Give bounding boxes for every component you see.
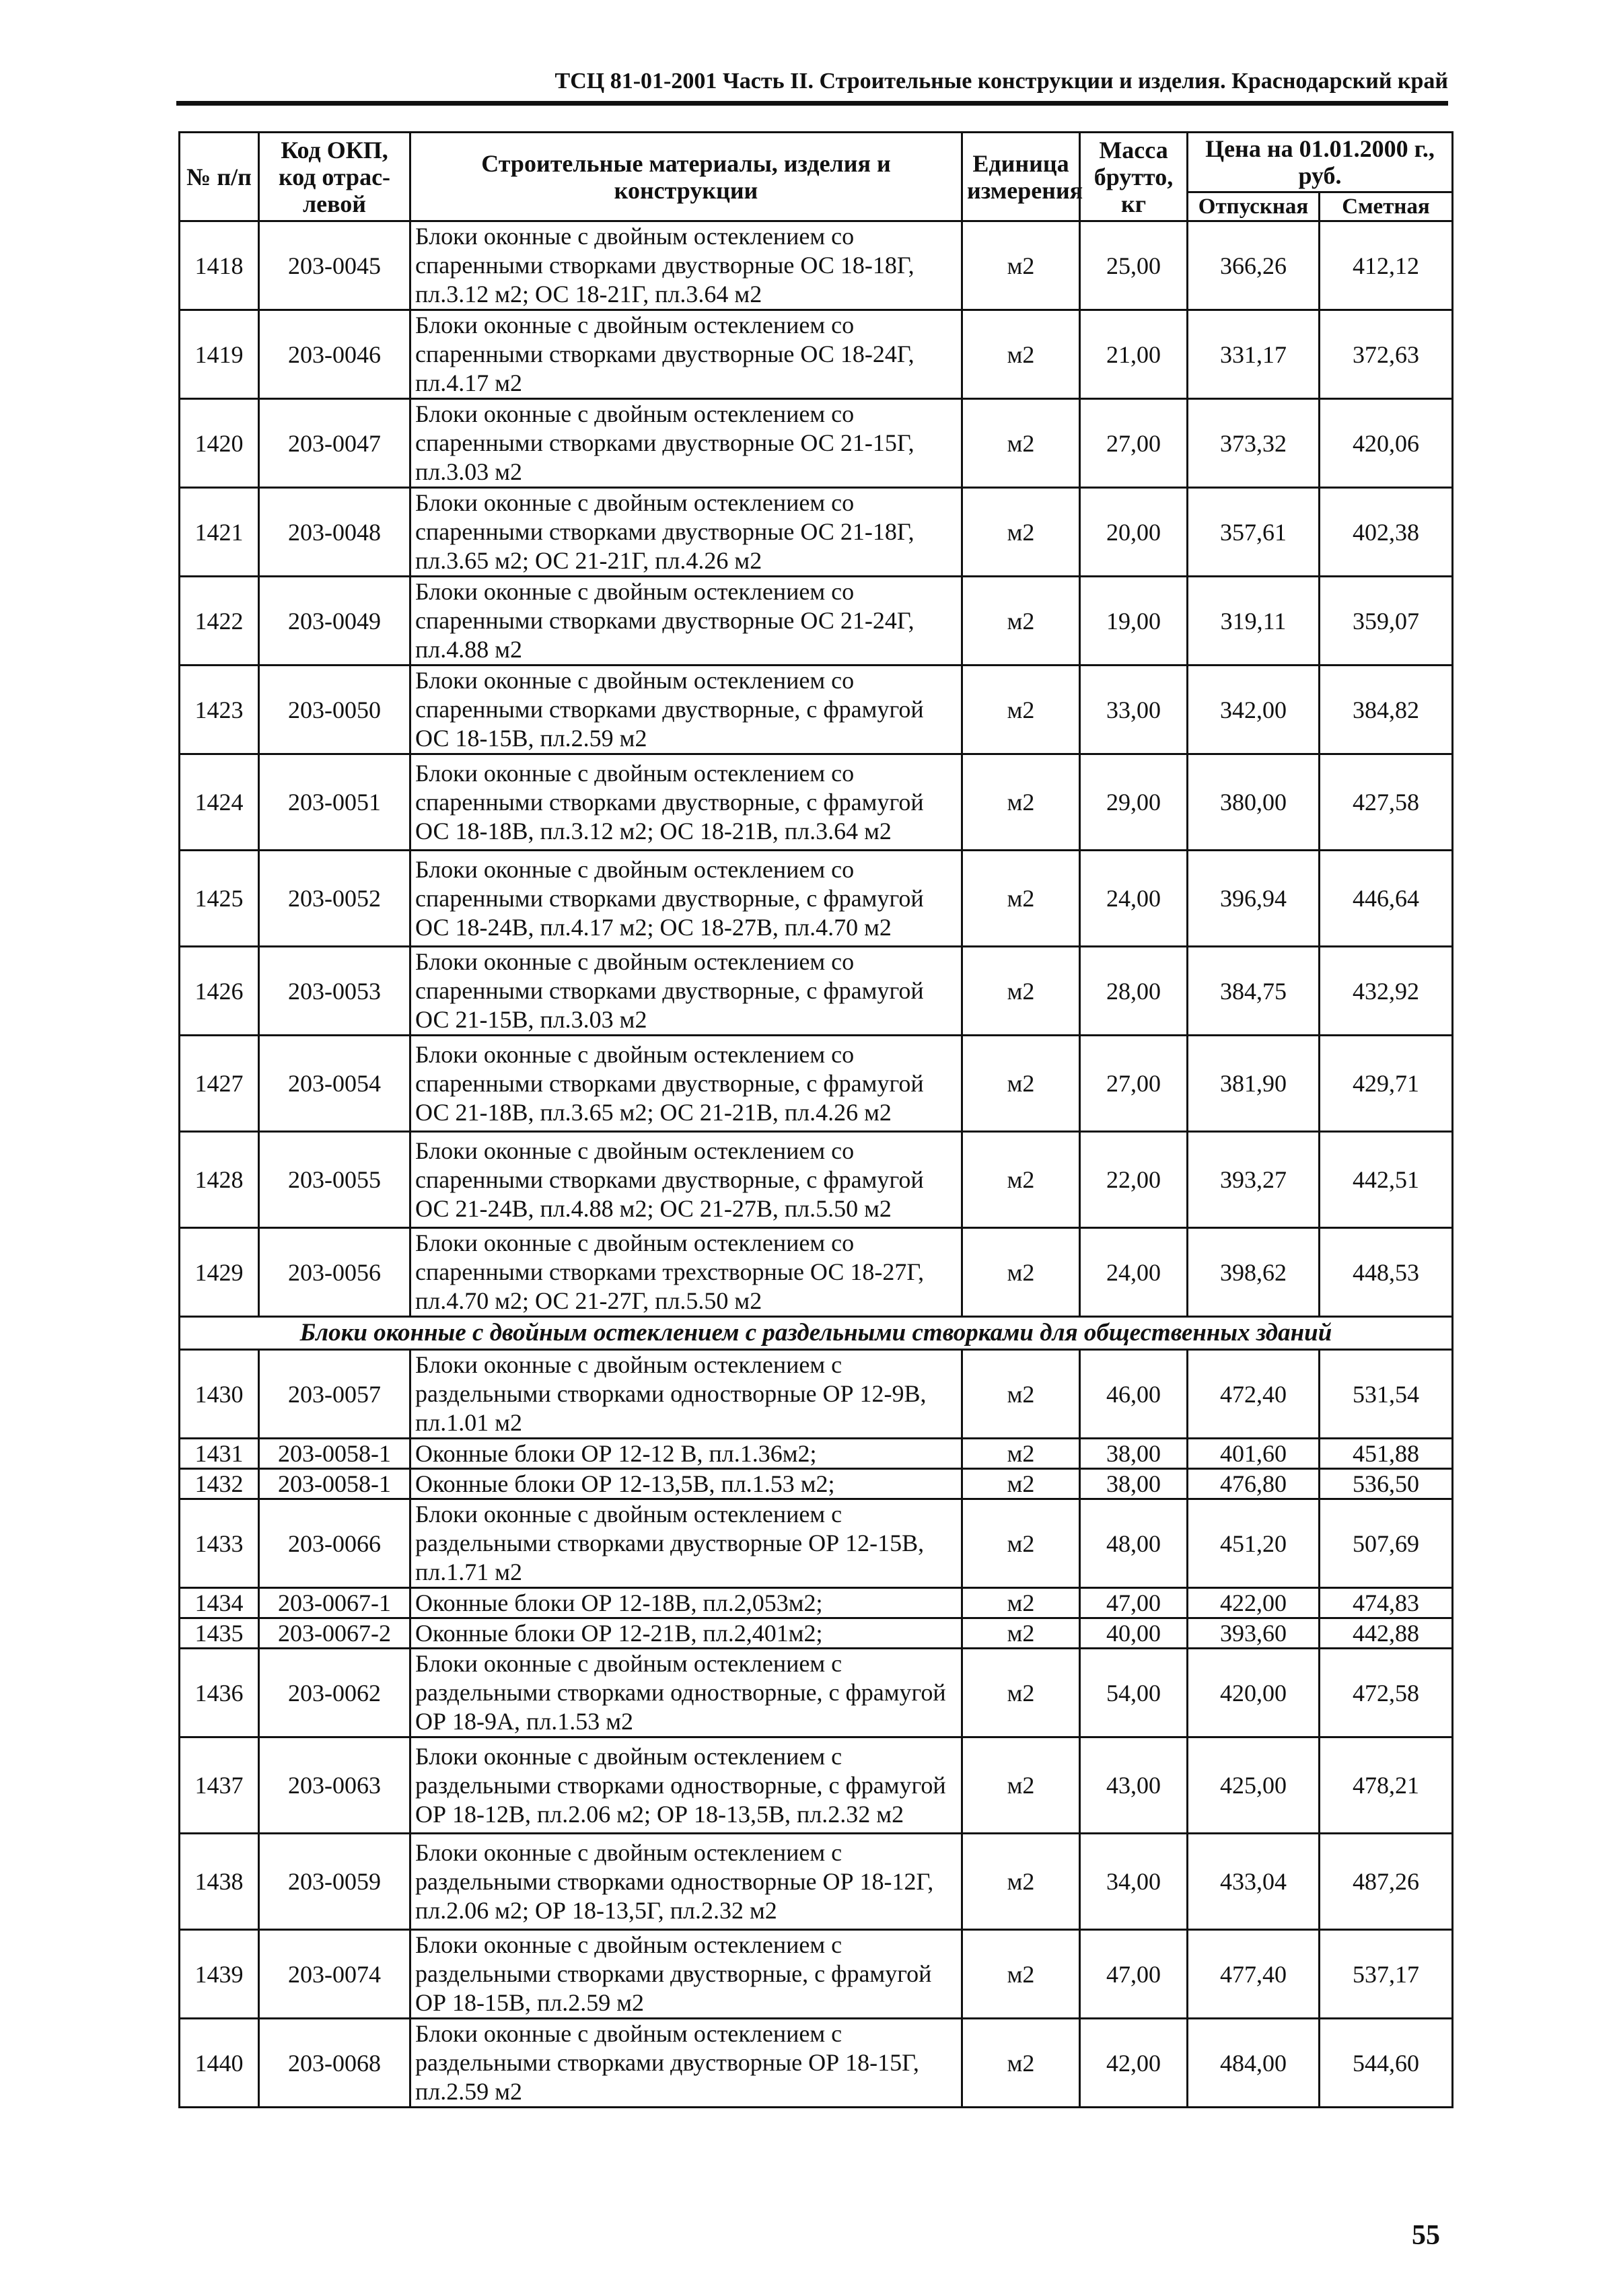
col-header-price-release: Отпускная [1188,192,1320,221]
cell-code: 203-0055 [259,1132,410,1228]
cell-desc: Блоки оконные с двойным остеклением с раздельными створками двустворные ОР 18-15Г, пл.2.59 м2 [410,2019,962,2108]
cell-code: 203-0074 [259,1930,410,2019]
table-row [180,1350,1453,1439]
table-row [180,1649,1453,1737]
cell-price-estimate: 487,26 [1320,1834,1453,1930]
cell-code: 203-0067-2 [259,1618,410,1649]
cell-desc: Блоки оконные с двойным остеклением со спаренными створками двустворные ОС 21-24Г, пл.4.88 м2 [410,577,962,666]
cell-num: 1419 [180,310,259,399]
cell-price-release: 342,00 [1188,666,1320,754]
cell-num: 1424 [180,754,259,851]
cell-mass: 46,00 [1080,1350,1188,1439]
cell-price-release: 422,00 [1188,1588,1320,1618]
cell-unit: м2 [962,1036,1080,1132]
cell-num: 1426 [180,947,259,1036]
cell-price-release: 477,40 [1188,1930,1320,2019]
cell-unit: м2 [962,1649,1080,1737]
cell-code: 203-0063 [259,1737,410,1834]
cell-price-estimate: 446,64 [1320,851,1453,947]
cell-desc: Блоки оконные с двойным остеклением со спаренными створками двустворные ОС 21-18Г, пл.3.65 м2; ОС 21-21Г, пл.4.26 м2 [410,488,962,577]
table-row [180,947,1453,1036]
cell-unit: м2 [962,1439,1080,1469]
cell-desc: Блоки оконные с двойным остеклением с раздельными створками одностворные, с фрамугой ОР 18-9А, пл.1.53 м2 [410,1649,962,1737]
cell-num: 1430 [180,1350,259,1439]
cell-code: 203-0051 [259,754,410,851]
cell-mass: 38,00 [1080,1469,1188,1499]
col-header-price-group: Цена на 01.01.2000 г., руб. [1188,133,1453,192]
cell-code: 203-0045 [259,221,410,310]
cell-price-release: 472,40 [1188,1350,1320,1439]
cell-mass: 40,00 [1080,1618,1188,1649]
cell-code: 203-0059 [259,1834,410,1930]
cell-mass: 27,00 [1080,399,1188,488]
cell-mass: 48,00 [1080,1499,1188,1588]
cell-desc: Блоки оконные с двойным остеклением со спаренными створками трехстворные ОС 18-27Г, пл.4.70 м2; ОС 21-27Г, пл.5.50 м2 [410,1228,962,1317]
cell-price-release: 433,04 [1188,1834,1320,1930]
cell-price-estimate: 412,12 [1320,221,1453,310]
cell-num: 1429 [180,1228,259,1317]
section-body [180,1317,1453,1350]
table-row [180,851,1453,947]
cell-price-release: 484,00 [1188,2019,1320,2108]
table-row [180,1834,1453,1930]
table-row [180,1618,1453,1649]
cell-desc: Блоки оконные с двойным остеклением со спаренными створками двустворные, с фрамугой ОС 21-15В, пл.3.03 м2 [410,947,962,1036]
cell-price-release: 384,75 [1188,947,1320,1036]
cell-price-release: 396,94 [1188,851,1320,947]
cell-price-release: 393,60 [1188,1618,1320,1649]
table-row [180,1132,1453,1228]
cell-mass: 43,00 [1080,1737,1188,1834]
cell-desc: Блоки оконные с двойным остеклением со спаренными створками двустворные ОС 18-18Г, пл.3.12 м2; ОС 18-21Г, пл.3.64 м2 [410,221,962,310]
cell-price-estimate: 531,54 [1320,1350,1453,1439]
cell-unit: м2 [962,1618,1080,1649]
cell-price-estimate: 402,38 [1320,488,1453,577]
cell-mass: 27,00 [1080,1036,1188,1132]
cell-unit: м2 [962,577,1080,666]
cell-mass: 21,00 [1080,310,1188,399]
col-header-code: Код ОКП, код отрас-левой [259,133,410,221]
cell-price-estimate: 420,06 [1320,399,1453,488]
table-row [180,666,1453,754]
cell-unit: м2 [962,221,1080,310]
cell-desc: Блоки оконные с двойным остеклением со спаренными створками двустворные, с фрамугой ОС 21-24В, пл.4.88 м2; ОС 21-27В, пл.5.50 м2 [410,1132,962,1228]
cell-price-estimate: 432,92 [1320,947,1453,1036]
cell-code: 203-0054 [259,1036,410,1132]
cell-unit: м2 [962,754,1080,851]
cell-num: 1433 [180,1499,259,1588]
cell-mass: 47,00 [1080,1930,1188,2019]
cell-num: 1423 [180,666,259,754]
table-row [180,1737,1453,1834]
cell-num: 1440 [180,2019,259,2108]
table-row [180,1930,1453,2019]
table-row [180,2019,1453,2108]
cell-mass: 38,00 [1080,1439,1188,1469]
cell-price-estimate: 536,50 [1320,1469,1453,1499]
cell-unit: м2 [962,1469,1080,1499]
cell-desc: Блоки оконные с двойным остеклением со спаренными створками двустворные, с фрамугой ОС 18-15В, пл.2.59 м2 [410,666,962,754]
cell-unit: м2 [962,666,1080,754]
cell-mass: 47,00 [1080,1588,1188,1618]
cell-desc: Оконные блоки ОР 12-12 В, пл.1.36м2; [410,1439,962,1469]
cell-price-estimate: 507,69 [1320,1499,1453,1588]
cell-price-release: 357,61 [1188,488,1320,577]
cell-price-estimate: 359,07 [1320,577,1453,666]
cell-num: 1421 [180,488,259,577]
cell-price-release: 393,27 [1188,1132,1320,1228]
cell-num: 1439 [180,1930,259,2019]
cell-unit: м2 [962,1930,1080,2019]
cell-num: 1436 [180,1649,259,1737]
cell-desc: Блоки оконные с двойным остеклением со спаренными створками двустворные, с фрамугой ОС 18-18В, пл.3.12 м2; ОС 18-21В, пл.3.64 м2 [410,754,962,851]
cell-price-estimate: 472,58 [1320,1649,1453,1737]
cell-unit: м2 [962,851,1080,947]
cell-price-estimate: 429,71 [1320,1036,1453,1132]
cell-desc: Блоки оконные с двойным остеклением со спаренными створками двустворные ОС 21-15Г, пл.3.03 м2 [410,399,962,488]
cell-price-estimate: 384,82 [1320,666,1453,754]
cell-price-estimate: 442,51 [1320,1132,1453,1228]
cell-unit: м2 [962,310,1080,399]
cell-mass: 20,00 [1080,488,1188,577]
cell-price-release: 373,32 [1188,399,1320,488]
cell-desc: Оконные блоки ОР 12-21В, пл.2,401м2; [410,1618,962,1649]
table-row [180,310,1453,399]
cell-unit: м2 [962,1834,1080,1930]
cell-price-release: 401,60 [1188,1439,1320,1469]
cell-price-estimate: 427,58 [1320,754,1453,851]
cell-unit: м2 [962,1228,1080,1317]
cell-mass: 29,00 [1080,754,1188,851]
table-row [180,577,1453,666]
cell-unit: м2 [962,947,1080,1036]
cell-code: 203-0057 [259,1350,410,1439]
cell-desc: Блоки оконные с двойным остеклением с раздельными створками двустворные ОР 12-15В, пл.1.71 м2 [410,1499,962,1588]
cell-unit: м2 [962,399,1080,488]
cell-desc: Блоки оконные с двойным остеклением со спаренными створками двустворные, с фрамугой ОС 21-18В, пл.3.65 м2; ОС 21-21В, пл.4.26 м2 [410,1036,962,1132]
table-row [180,1439,1453,1469]
table-row [180,221,1453,310]
cell-num: 1425 [180,851,259,947]
cell-num: 1418 [180,221,259,310]
cell-unit: м2 [962,1132,1080,1228]
col-header-mass: Масса брутто, кг [1080,133,1188,221]
cell-code: 203-0050 [259,666,410,754]
cell-num: 1438 [180,1834,259,1930]
cell-price-release: 425,00 [1188,1737,1320,1834]
cell-unit: м2 [962,1499,1080,1588]
cell-code: 203-0062 [259,1649,410,1737]
cell-code: 203-0056 [259,1228,410,1317]
table-row [180,754,1453,851]
cell-mass: 25,00 [1080,221,1188,310]
table-row [180,1036,1453,1132]
cell-code: 203-0052 [259,851,410,947]
cell-price-estimate: 478,21 [1320,1737,1453,1834]
cell-code: 203-0067-1 [259,1588,410,1618]
col-header-desc: Строительные материалы, изделия и конструкции [410,133,962,221]
cell-unit: м2 [962,488,1080,577]
table-row [180,1588,1453,1618]
page-number: 55 [1412,2220,1440,2251]
cell-mass: 22,00 [1080,1132,1188,1228]
cell-price-release: 366,26 [1188,221,1320,310]
cell-mass: 42,00 [1080,2019,1188,2108]
cell-price-release: 331,17 [1188,310,1320,399]
cell-desc: Оконные блоки ОР 12-13,5В, пл.1.53 м2; [410,1469,962,1499]
cell-price-estimate: 442,88 [1320,1618,1453,1649]
cell-code: 203-0046 [259,310,410,399]
cell-code: 203-0058-1 [259,1469,410,1499]
running-header-title: ТСЦ 81-01-2001 Часть II. Строительные конструкции и изделия. Краснодарский край [554,69,1448,94]
cell-num: 1435 [180,1618,259,1649]
cell-num: 1420 [180,399,259,488]
cell-mass: 33,00 [1080,666,1188,754]
cell-price-release: 420,00 [1188,1649,1320,1737]
table-row [180,488,1453,577]
cell-desc: Блоки оконные с двойным остеклением с раздельными створками двустворные, с фрамугой ОР 18-15В, пл.2.59 м2 [410,1930,962,2019]
cell-price-estimate: 537,17 [1320,1930,1453,2019]
table-body-part1 [180,221,1453,1317]
cell-code: 203-0053 [259,947,410,1036]
cell-num: 1427 [180,1036,259,1132]
section-title: Блоки оконные с двойным остеклением с раздельными створками для общественных зданий [180,1317,1453,1350]
section-heading-row [180,1317,1453,1350]
cell-mass: 19,00 [1080,577,1188,666]
cell-price-release: 476,80 [1188,1469,1320,1499]
table-row [180,1499,1453,1588]
cell-num: 1428 [180,1132,259,1228]
cell-mass: 24,00 [1080,851,1188,947]
cell-desc: Блоки оконные с двойным остеклением со спаренными створками двустворные, с фрамугой ОС 18-24В, пл.4.17 м2; ОС 18-27В, пл.4.70 м2 [410,851,962,947]
cell-num: 1431 [180,1439,259,1469]
cell-desc: Блоки оконные с двойным остеклением с раздельными створками одностворные ОР 12-9В, пл.1.01 м2 [410,1350,962,1439]
cell-unit: м2 [962,2019,1080,2108]
cell-price-release: 451,20 [1188,1499,1320,1588]
cell-desc: Блоки оконные с двойным остеклением со спаренными створками двустворные ОС 18-24Г, пл.4.17 м2 [410,310,962,399]
price-table [178,131,1454,2108]
cell-price-estimate: 372,63 [1320,310,1453,399]
cell-code: 203-0068 [259,2019,410,2108]
cell-unit: м2 [962,1350,1080,1439]
cell-code: 203-0047 [259,399,410,488]
cell-price-estimate: 451,88 [1320,1439,1453,1469]
cell-price-estimate: 474,83 [1320,1588,1453,1618]
table-row [180,399,1453,488]
cell-price-estimate: 544,60 [1320,2019,1453,2108]
cell-unit: м2 [962,1737,1080,1834]
header-rule [176,101,1448,106]
cell-desc: Блоки оконные с двойным остеклением с раздельными створками одностворные ОР 18-12Г, пл.2.06 м2; ОР 18-13,5Г, пл.2.32 м2 [410,1834,962,1930]
cell-code: 203-0049 [259,577,410,666]
table-body-part2 [180,1350,1453,2108]
cell-num: 1437 [180,1737,259,1834]
table-row [180,1228,1453,1317]
cell-code: 203-0058-1 [259,1439,410,1469]
cell-code: 203-0066 [259,1499,410,1588]
cell-mass: 28,00 [1080,947,1188,1036]
cell-num: 1432 [180,1469,259,1499]
cell-mass: 24,00 [1080,1228,1188,1317]
cell-price-release: 381,90 [1188,1036,1320,1132]
cell-unit: м2 [962,1588,1080,1618]
cell-price-release: 380,00 [1188,754,1320,851]
col-header-price-estimate: Сметная [1320,192,1453,221]
table-row [180,1469,1453,1499]
cell-price-release: 319,11 [1188,577,1320,666]
cell-code: 203-0048 [259,488,410,577]
col-header-unit: Единица измерения [962,133,1080,221]
cell-num: 1434 [180,1588,259,1618]
cell-desc: Блоки оконные с двойным остеклением с раздельными створками одностворные, с фрамугой ОР 18-12В, пл.2.06 м2; ОР 18-13,5В, пл.2.32 м2 [410,1737,962,1834]
cell-num: 1422 [180,577,259,666]
cell-mass: 34,00 [1080,1834,1188,1930]
cell-price-estimate: 448,53 [1320,1228,1453,1317]
cell-price-release: 398,62 [1188,1228,1320,1317]
col-header-num: № п/п [180,133,259,221]
cell-desc: Оконные блоки ОР 12-18В, пл.2,053м2; [410,1588,962,1618]
cell-mass: 54,00 [1080,1649,1188,1737]
